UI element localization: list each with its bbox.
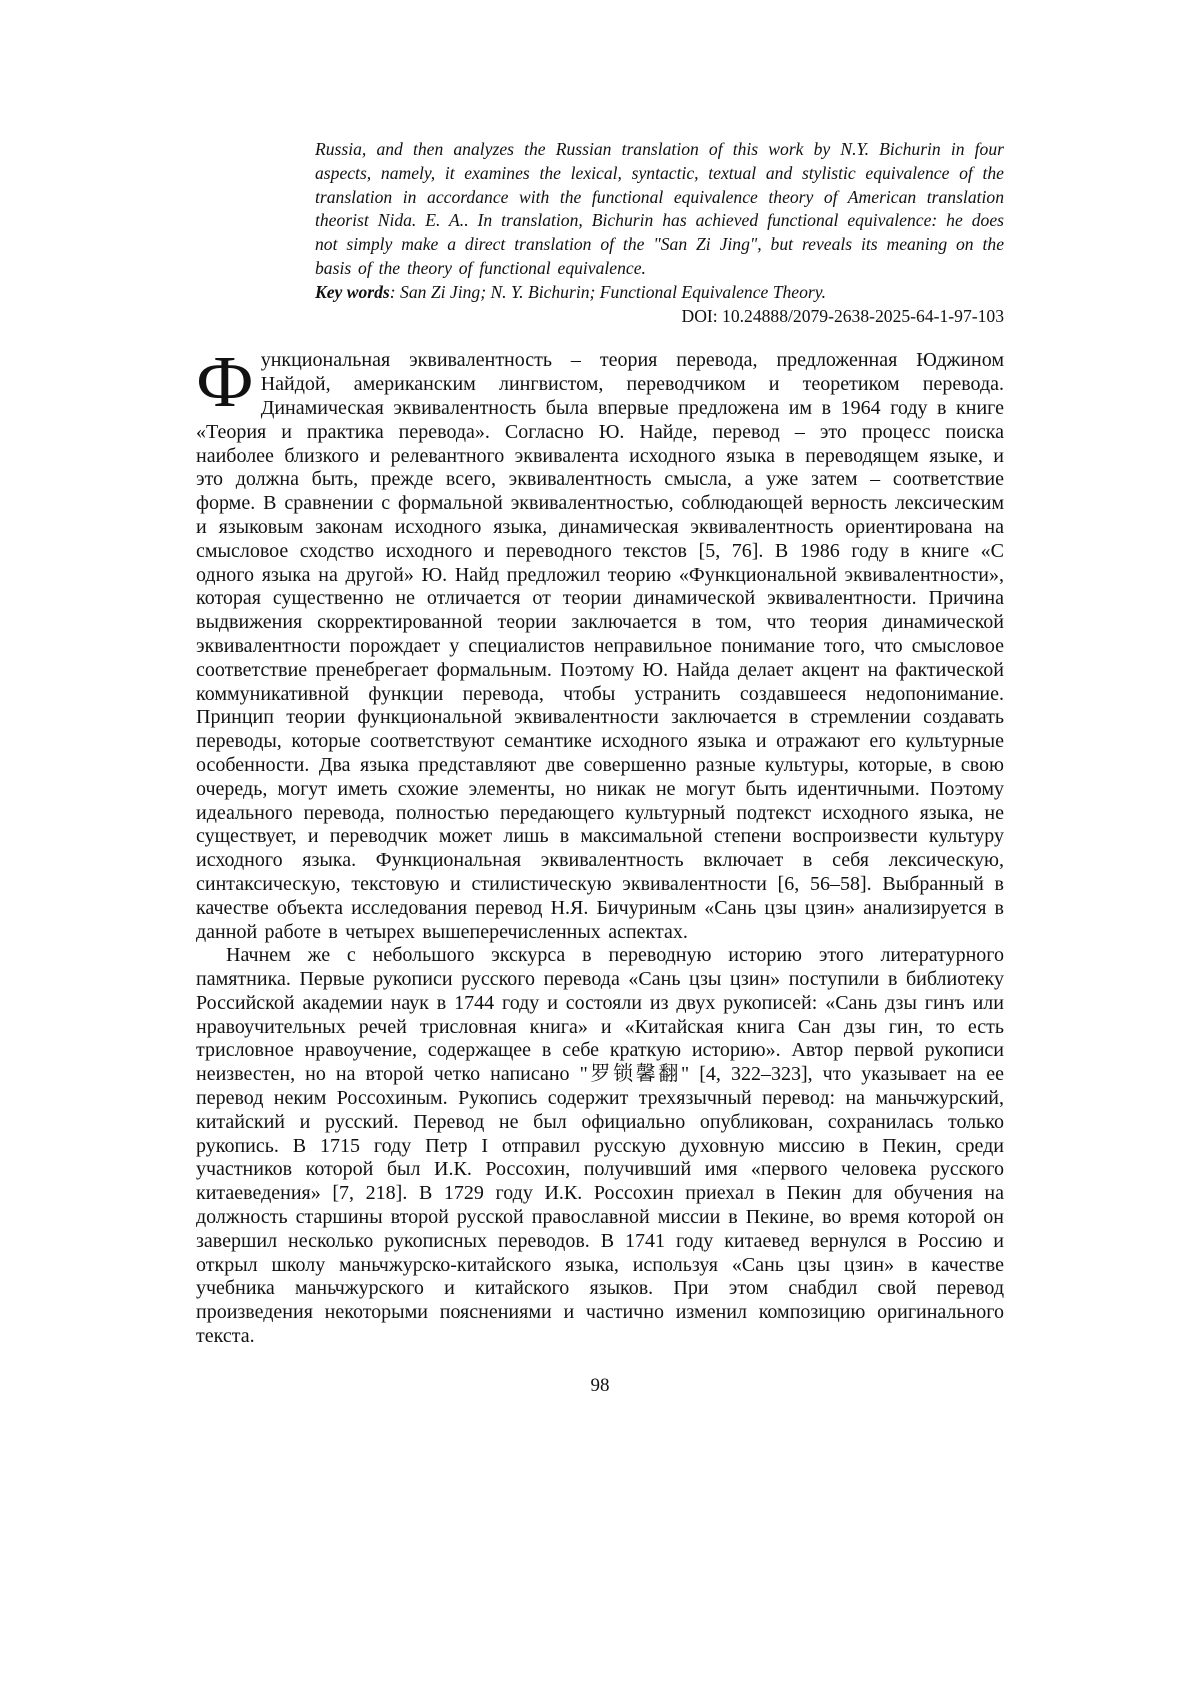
article-body [196,341,1004,1348]
abstract-section [315,138,1004,328]
paragraph-text: Начнем же с небольшого экскурса в переводную историю этого литературного памятника. Первые рукописи русского перевода «Сань цзы цзин» поступили в библиотеку Российской академии наук в 1744 году и состояли из двух рукописей: «Сань дзы гинъ или нравоучительных речей трисловная книга» и «Китайская книга Сан дзы гин, то есть трисловное нравоучение, содержащее в себе краткую историю». Автор первой рукописи неизвестен, но на второй четко написано "罗锁馨翻" [4, 322–323], что указывает на ее перевод неким Россохиным. Рукопись содержит трехязычный перевод: на маньчжурский, китайский и русский. Перевод не был официально опубликован, сохранилась только рукопись. В 1715 году Петр I отправил русскую духовную миссию в Пекин, среди участников которой был И.К. Россохин, получивший имя «первого человека русского китаеведения» [7, 218]. В 1729 году И.К. Россохин приехал в Пекин для обучения на должность старшины второй русской православной миссии в Пекине, во время которой он завершил несколько рукописных переводов. В 1741 году китаевед вернулся в Россию и открыл школу маньчжурско-китайского языка, используя «Сань цзы цзин» в качестве учебника маньчжурского и китайского языков. При этом снабдил свой перевод произведения некоторыми пояснениями и частично изменил композицию оригинального текста. [196,944,1004,1348]
paragraph-dropcap [196,341,1004,944]
abstract-text: Russia, and then analyzes the Russian translation of this work by N.Y. Bichurin in four aspects, namely, it examines the lexical, syntactic, textual and stylistic equivalence of the translation in accordance with the functional equivalence theory of American translation theorist Nida. E. A.. In translation, Bichurin has achieved functional equivalence: he does not simply make a direct translation of the "San Zi Jing", but reveals its meaning on the basis of the theory of functional equivalence. [315,139,1004,278]
paragraph-text: ункциональная эквивалентность – теория перевода, предложенная Юджином Найдой, американским лингвистом, переводчиком и теоретиком перевода. Динамическая эквивалентность была впервые предложена им в 1964 году в книге «Теория и практика перевода». Согласно Ю. Найде, перевод – это процесс поиска наиболее близкого и релевантного эквивалента исходного языка в переводящем языке, и это должна быть, прежде всего, эквивалентность смысла, а уже затем – соответствие форме. В сравнении с формальной эквивалентностью, соблюдающей верность лексическим и языковым законам исходного языка, динамическая эквивалентность ориентирована на смысловое сходство исходного и переводного текстов [5, 76]. В 1986 году в книге «С одного языка на другой» Ю. Найд предложил теорию «Функциональной эквивалентности», которая существенно не отличается от теории динамической эквивалентности. Причина выдвижения скорректированной теории заключается в том, что теория динамической эквивалентности порождает у специалистов неправильное понимание того, что смысловое соответствие пренебрегает формальным. Поэтому Ю. Найда делает акцент на фактической коммуникативной функции перевода, чтобы устранить создавшееся недопонимание. Принцип теории функциональной эквивалентности заключается в стремлении создавать переводы, которые соответствуют семантике исходного языка и отражают его культурные особенности. Два языка представляют две совершенно разные культуры, которые, в свою очередь, могут иметь схожие элементы, но никак не могут быть идентичными. Поэтому идеального перевода, полностью передающего культурный подтекст исходного языка, не существует, и переводчик может лишь в максимальной степени воспроизвести культуру исходного языка. Функциональная эквивалентность включает в себя лексическую, синтаксическую, текстовую и стилистическую эквивалентности [6, 56–58]. Выбранный в качестве объекта исследования перевод Н.Я. Бичуриным «Сань цзы цзин» анализируется в данной работе в четырех вышеперечисленных аспектах. [196,349,1004,943]
doi-line: DOI: 10.24888/2079-2638-2025-64-1-97-103 [681,305,1004,326]
keywords-line [315,281,1004,305]
drop-cap-letter: Ф [196,341,254,423]
page-footer [0,1374,1200,1397]
page-number: 98 [590,1375,610,1396]
keywords-label: Key words [315,281,390,302]
keywords-text: : San Zi Jing; N. Y. Bichurin; Functional Equivalence Theory. [389,281,826,302]
